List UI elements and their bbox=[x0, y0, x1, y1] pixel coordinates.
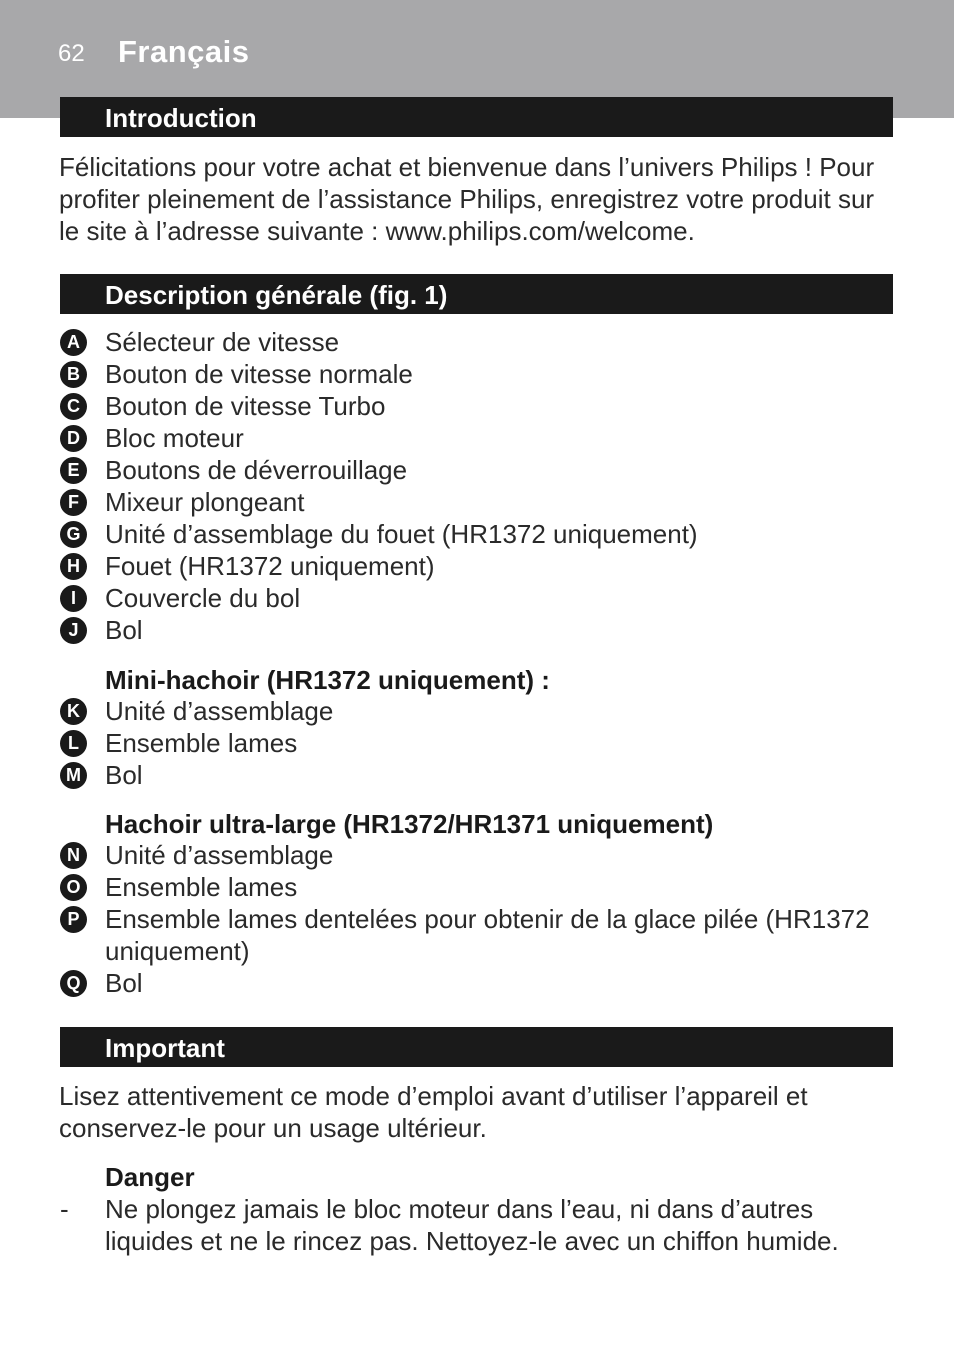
letter-badge: L bbox=[60, 730, 87, 757]
section-title-important: Important bbox=[60, 1027, 893, 1067]
list-item-text: Bol bbox=[105, 760, 143, 790]
section-title-introduction: Introduction bbox=[60, 97, 893, 137]
list-item-text: Boutons de déverrouillage bbox=[105, 455, 408, 485]
list-item bbox=[60, 727, 895, 759]
list-item-text: Fouet (HR1372 uniquement) bbox=[105, 551, 435, 581]
list-item bbox=[60, 967, 895, 999]
letter-badge: E bbox=[60, 457, 87, 484]
list-item bbox=[60, 550, 895, 582]
important-paragraph: Lisez attentivement ce mode d’emploi avant d’utiliser l’appareil et conservez-le pour un usage ultérieur. bbox=[59, 1081, 808, 1143]
letter-badge: K bbox=[60, 698, 87, 725]
list-item-text: Bol bbox=[105, 615, 143, 645]
introduction-paragraph: Félicitations pour votre achat et bienvenue dans l’univers Philips ! Pour profiter pleinement de l’assistance Philips, enregistrez votre produit sur le site à l’adresse suivante : www.philips.com/welcome. bbox=[59, 152, 875, 246]
list-item-text: Unité d’assemblage bbox=[105, 696, 334, 726]
list-item bbox=[60, 326, 895, 358]
list-item-text: Bol bbox=[105, 968, 143, 998]
letter-badge: A bbox=[60, 329, 87, 356]
danger-item bbox=[60, 1193, 895, 1257]
subheading-danger: Danger bbox=[105, 1162, 195, 1192]
letter-badge: N bbox=[60, 842, 87, 869]
dash-bullet: - bbox=[60, 1194, 69, 1224]
list-item bbox=[60, 695, 895, 727]
page-number: 62 bbox=[58, 40, 85, 67]
subheading-xl-chopper: Hachoir ultra-large (HR1372/HR1371 uniquement) bbox=[105, 809, 714, 839]
list-item bbox=[60, 903, 895, 967]
list-item-text: Ensemble lames bbox=[105, 728, 298, 758]
list-item bbox=[60, 614, 895, 646]
list-item-text: Bouton de vitesse normale bbox=[105, 359, 413, 389]
letter-badge: B bbox=[60, 361, 87, 388]
letter-badge: I bbox=[60, 585, 87, 612]
letter-badge: D bbox=[60, 425, 87, 452]
parts-list-mini-chopper bbox=[60, 695, 895, 791]
letter-badge: C bbox=[60, 393, 87, 420]
list-item-text: Couvercle du bol bbox=[105, 583, 301, 613]
letter-badge: O bbox=[60, 874, 87, 901]
letter-badge: M bbox=[60, 762, 87, 789]
list-item bbox=[60, 486, 895, 518]
letter-badge: J bbox=[60, 617, 87, 644]
list-item-text: Ensemble lames dentelées pour obtenir de la glace pilée (HR1372 uniquement) bbox=[105, 904, 870, 966]
letter-badge: P bbox=[60, 906, 87, 933]
parts-list-main bbox=[60, 326, 895, 646]
list-item-text: Unité d’assemblage du fouet (HR1372 uniquement) bbox=[105, 519, 698, 549]
list-item-text: Sélecteur de vitesse bbox=[105, 327, 340, 357]
list-item bbox=[60, 390, 895, 422]
list-item bbox=[60, 422, 895, 454]
list-item bbox=[60, 518, 895, 550]
section-title-description: Description générale (fig. 1) bbox=[60, 274, 893, 314]
list-item bbox=[60, 454, 895, 486]
letter-badge: G bbox=[60, 521, 87, 548]
list-item-text: Ensemble lames bbox=[105, 872, 298, 902]
list-item bbox=[60, 582, 895, 614]
list-item-text: Bloc moteur bbox=[105, 423, 244, 453]
list-item-text: Mixeur plongeant bbox=[105, 487, 305, 517]
list-item bbox=[60, 358, 895, 390]
parts-list-xl-chopper bbox=[60, 839, 895, 999]
list-item-text: Bouton de vitesse Turbo bbox=[105, 391, 386, 421]
list-item-text: Unité d’assemblage bbox=[105, 840, 334, 870]
page-language-title: Français bbox=[118, 34, 250, 69]
list-item bbox=[60, 839, 895, 871]
letter-badge: Q bbox=[60, 970, 87, 997]
list-item bbox=[60, 759, 895, 791]
subheading-mini-chopper: Mini-hachoir (HR1372 uniquement) : bbox=[105, 665, 550, 695]
letter-badge: H bbox=[60, 553, 87, 580]
danger-item-text: Ne plongez jamais le bloc moteur dans l’eau, ni dans d’autres liquides et ne le rincez pas. Nettoyez-le avec un chiffon humide. bbox=[105, 1194, 839, 1256]
list-item bbox=[60, 871, 895, 903]
letter-badge: F bbox=[60, 489, 87, 516]
